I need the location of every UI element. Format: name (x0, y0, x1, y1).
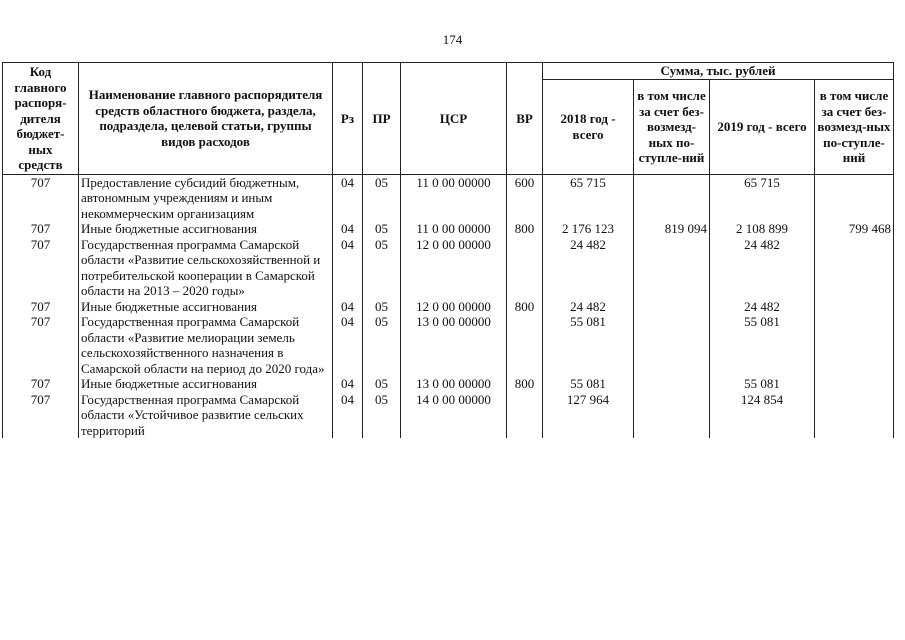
cell-2019-total: 24 482 (710, 237, 815, 299)
cell-csr: 11 0 00 00000 (401, 174, 507, 221)
header-2019-nonrepayable: в том числе за счет без-возмезд-ных по-ступле-ний (815, 80, 894, 175)
cell-csr: 11 0 00 00000 (401, 221, 507, 237)
cell-2018-total: 24 482 (543, 299, 634, 315)
table-row (3, 314, 894, 376)
cell-csr: 14 0 00 00000 (401, 392, 507, 439)
cell-pr: 05 (363, 314, 401, 376)
cell-code: 707 (3, 376, 79, 392)
cell-2018-total: 55 081 (543, 376, 634, 392)
cell-rz: 04 (333, 376, 363, 392)
header-2018-nonrepayable: в том числе за счет без-возмезд-ных по-ступле-ний (634, 80, 710, 175)
cell-code: 707 (3, 174, 79, 221)
cell-csr: 12 0 00 00000 (401, 237, 507, 299)
cell-2019-total: 55 081 (710, 314, 815, 376)
cell-2019-total: 55 081 (710, 376, 815, 392)
cell-name: Иные бюджетные ассигнования (79, 376, 333, 392)
cell-pr: 05 (363, 392, 401, 439)
table-header (3, 63, 894, 175)
cell-csr: 13 0 00 00000 (401, 314, 507, 376)
cell-2018-nonrepayable: 819 094 (634, 221, 710, 237)
cell-pr: 05 (363, 237, 401, 299)
header-pr: ПР (363, 63, 401, 175)
cell-2018-total: 2 176 123 (543, 221, 634, 237)
cell-vr: 800 (507, 299, 543, 315)
cell-code: 707 (3, 237, 79, 299)
cell-2018-nonrepayable (634, 299, 710, 315)
cell-csr: 13 0 00 00000 (401, 376, 507, 392)
cell-2018-total: 24 482 (543, 237, 634, 299)
cell-code: 707 (3, 314, 79, 376)
cell-name: Государственная программа Самарской области «Устойчивое развитие сельских территорий (79, 392, 333, 439)
header-2019-total: 2019 год - всего (710, 80, 815, 175)
cell-2018-nonrepayable (634, 392, 710, 439)
header-2018-total: 2018 год - всего (543, 80, 634, 175)
header-rz: Рз (333, 63, 363, 175)
table-row (3, 174, 894, 221)
table-row (3, 221, 894, 237)
header-name: Наименование главного распорядителя средств областного бюджета, раздела, подраздела, целевой статьи, группы видов расходов (79, 63, 333, 175)
cell-2019-total: 24 482 (710, 299, 815, 315)
cell-2019-nonrepayable (815, 237, 894, 299)
cell-2018-nonrepayable (634, 376, 710, 392)
cell-rz: 04 (333, 299, 363, 315)
cell-2019-nonrepayable (815, 299, 894, 315)
table-row (3, 237, 894, 299)
cell-vr: 800 (507, 221, 543, 237)
header-code: Код главного распоря-дителя бюджет-ных средств (3, 63, 79, 175)
table-row (3, 299, 894, 315)
cell-rz: 04 (333, 174, 363, 221)
cell-code: 707 (3, 299, 79, 315)
header-vr: ВР (507, 63, 543, 175)
cell-2018-nonrepayable (634, 174, 710, 221)
cell-2019-nonrepayable (815, 392, 894, 439)
cell-2019-nonrepayable (815, 174, 894, 221)
page-number: 174 (442, 32, 463, 47)
cell-rz: 04 (333, 221, 363, 237)
cell-2019-nonrepayable (815, 376, 894, 392)
cell-rz: 04 (333, 314, 363, 376)
cell-2018-total: 55 081 (543, 314, 634, 376)
cell-name: Иные бюджетные ассигнования (79, 221, 333, 237)
header-csr: ЦСР (401, 63, 507, 175)
cell-name: Предоставление субсидий бюджетным, автономным учреждениям и иным некоммерческим организациям (79, 174, 333, 221)
cell-2018-total: 65 715 (543, 174, 634, 221)
table-body (3, 174, 894, 438)
cell-name: Государственная программа Самарской области «Развитие мелиорации земель сельскохозяйственного назначения в Самарской области на период до 2020 года» (79, 314, 333, 376)
cell-vr (507, 237, 543, 299)
cell-2019-total: 124 854 (710, 392, 815, 439)
cell-rz: 04 (333, 237, 363, 299)
budget-table (2, 62, 894, 438)
cell-vr (507, 392, 543, 439)
header-sum-group: Сумма, тыс. рублей (543, 63, 894, 80)
cell-rz: 04 (333, 392, 363, 439)
table-row (3, 376, 894, 392)
cell-2018-total: 127 964 (543, 392, 634, 439)
cell-pr: 05 (363, 221, 401, 237)
cell-2019-total: 2 108 899 (710, 221, 815, 237)
table-row (3, 392, 894, 439)
cell-name: Государственная программа Самарской области «Развитие сельскохозяйственной и потребительской кооперации в Самарской области на 2013 – 2020 годы» (79, 237, 333, 299)
cell-2019-nonrepayable: 799 468 (815, 221, 894, 237)
cell-2019-total: 65 715 (710, 174, 815, 221)
cell-csr: 12 0 00 00000 (401, 299, 507, 315)
cell-code: 707 (3, 392, 79, 439)
cell-name: Иные бюджетные ассигнования (79, 299, 333, 315)
cell-pr: 05 (363, 376, 401, 392)
cell-2018-nonrepayable (634, 314, 710, 376)
cell-pr: 05 (363, 299, 401, 315)
cell-vr: 600 (507, 174, 543, 221)
cell-pr: 05 (363, 174, 401, 221)
cell-vr (507, 314, 543, 376)
cell-vr: 800 (507, 376, 543, 392)
cell-code: 707 (3, 221, 79, 237)
cell-2019-nonrepayable (815, 314, 894, 376)
cell-2018-nonrepayable (634, 237, 710, 299)
